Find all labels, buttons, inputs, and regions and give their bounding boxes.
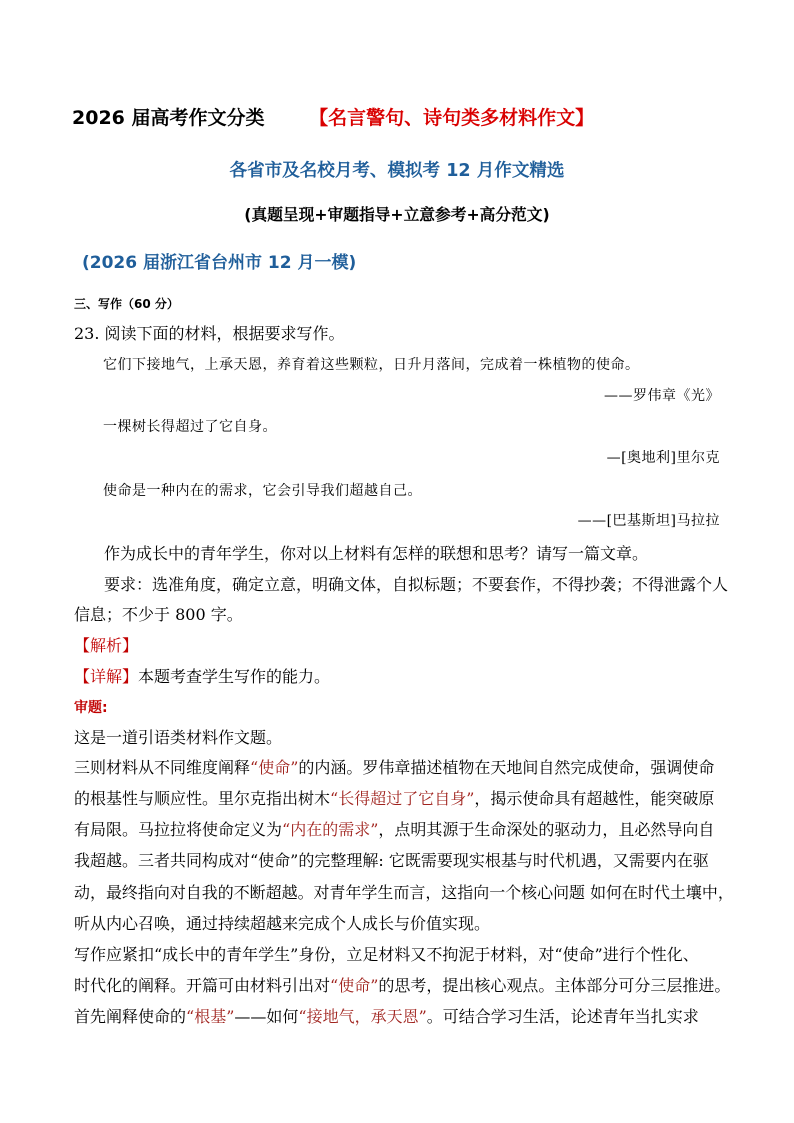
quote-2-attribution: —[奥地利]里尔克	[606, 450, 720, 466]
detail-text: 本题考查学生写作的能力。	[138, 667, 331, 686]
p1-line-6: 听从内心召唤，通过持续超越来完成个人成长与价值实现。	[74, 914, 491, 933]
p2-l2-c: 的思考，提出核心观点。主体部分可分三层推进。	[378, 976, 731, 995]
p1-l1-highlight: “使命”	[250, 758, 299, 777]
p2-line-1: 写作应紧扣“成长中的青年学生”身份，立足材料又不拘泥于材料，对“使命”进行个性化、	[74, 945, 699, 964]
p1-line-5: 动，最终指向对自我的不断超越。对青年学生而言，这指向一个核心问题 如何在时代土壤中，	[74, 883, 734, 902]
series-title: 2026 届高考作文分类	[72, 107, 265, 129]
p1-line-1	[74, 755, 714, 778]
detail-line	[74, 664, 330, 687]
requirements-line-1: 要求：选准角度，确定立意，明确文体，自拟标题；不要套作，不得抄袭；不得泄露个人	[104, 575, 729, 594]
quote-3-text: 使命是一种内在的需求，它会引导我们超越自己。	[103, 483, 422, 499]
p1-line-2	[74, 786, 714, 809]
sections-line: (真题呈现+审题指导+立意参考+高分范文)	[244, 205, 550, 224]
p2-l3-e: 。可结合学习生活，论述青年当扎实求	[426, 1007, 699, 1026]
p2-l3-highlight-1: “根基”	[186, 1007, 235, 1026]
p2-l3-a: 首先阐释使命的	[74, 1007, 187, 1026]
p1-l1-a: 三则材料从不同维度阐释	[74, 758, 251, 777]
type-line: 这是一道引语类材料作文题。	[74, 728, 283, 747]
category-title: 【名言警句、诗句类多材料作文】	[309, 107, 595, 129]
p2-l3-c: ——如何	[234, 1007, 299, 1026]
p1-l3-a: 有局限。马拉拉将使命定义为	[74, 820, 283, 839]
quote-3-attribution: ——[巴基斯坦]马拉拉	[577, 513, 720, 529]
p1-l1-c: 的内涵。罗伟章描述植物在天地间自然完成使命，强调使命	[298, 758, 715, 777]
p1-l3-c: ，点明其源于生命深处的驱动力，且必然导向自	[378, 820, 715, 839]
p2-l3-highlight-2: “接地气，承天恩”	[298, 1007, 427, 1026]
p1-l2-highlight: “长得超过了它自身”	[330, 789, 475, 808]
p2-line-2	[74, 973, 730, 996]
source-line: (2026 届浙江省台州市 12 月一模)	[82, 253, 357, 273]
p2-l2-highlight: “使命”	[330, 976, 379, 995]
analysis-label: 【解析】	[74, 636, 139, 655]
quote-2-text: 一棵树长得超过了它自身。	[103, 419, 277, 435]
subtitle: 各省市及名校月考、模拟考 12 月作文精选	[229, 161, 565, 181]
p2-l2-a: 时代化的阐释。开篇可由材料引出对	[74, 976, 331, 995]
detail-label: 【详解】	[74, 667, 139, 686]
p1-line-4: 我超越。三者共同构成对“使命”的完整理解: 它既需要现实根基与时代机遇，又需要内在驱	[74, 851, 709, 870]
p1-l3-highlight: “内在的需求”	[282, 820, 379, 839]
quote-1-text: 它们下接地气，上承天恩，养育着这些颗粒，日升月落间，完成着一株植物的使命。	[103, 357, 640, 373]
review-label: 审题:	[74, 700, 108, 716]
header-line	[72, 103, 594, 130]
writing-prompt: 作为成长中的青年学生，你对以上材料有怎样的联想和思考？请写一篇文章。	[104, 544, 649, 563]
question-part: 三、写作（60 分）	[74, 297, 179, 311]
quote-1-attribution: ——罗伟章《光》	[604, 388, 720, 404]
p2-line-3	[74, 1004, 699, 1027]
p1-l2-c: ，揭示使命具有超越性，能突破原	[474, 789, 715, 808]
requirements-line-2: 信息；不少于 800 字。	[74, 605, 243, 624]
p1-line-3	[74, 817, 714, 840]
question-number-line: 23. 阅读下面的材料，根据要求写作。	[74, 324, 345, 343]
p1-l2-a: 的根基性与顺应性。里尔克指出树木	[74, 789, 331, 808]
